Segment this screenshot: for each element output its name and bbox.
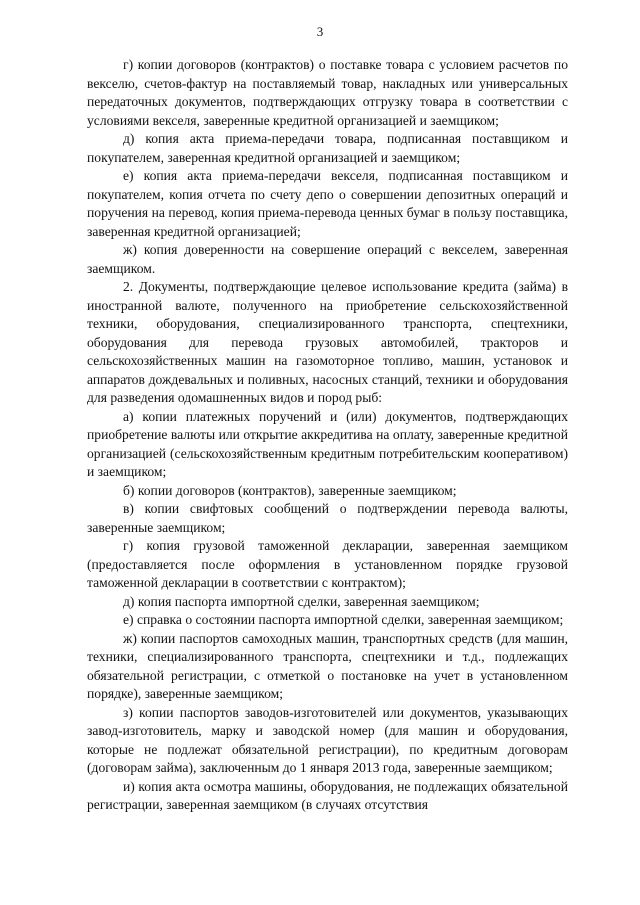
paragraph-zh-vehicle-passports: ж) копии паспортов самоходных машин, транспортных средств (для машин, техники, специализированного транспорта, спецтехники и т.д., подлежащих обязательной регистрации, с отметкой о постановке на учет в установленном порядке), заверенные заемщиком; [87, 630, 568, 701]
paragraph-b-contracts: б) копии договоров (контрактов), заверенные заемщиком; [123, 482, 457, 498]
page-number: 3 [316, 24, 324, 39]
paragraph-e-bill-act: е) копия акта приема-передачи векселя, подписанная поставщиком и покупателем, копия отчета по счету депо о совершении депозитных операций и поручения на перевод, копия приема-перевода ценных бумаг в пользу поставщика, заверенная кредитной организацией; [87, 168, 568, 239]
paragraph-g-customs: г) копия грузовой таможенной декларации, заверенная заемщиком (предоставляется после оформления в установленном порядке грузовой таможенной декларации в соответствии с контрактом); [87, 538, 568, 590]
paragraph-d-import-passport: д) копия паспорта импортной сделки, заверенная заемщиком; [123, 593, 480, 609]
paragraph-a-payment-orders: а) копии платежных поручений и (или) документов, подтверждающих приобретение валюты или открытие аккредитива на оплату, заверенные кредитной организацией (сельскохозяйственным кредитным потребительским кооперативом) и заемщиком; [87, 408, 568, 479]
paragraph-e-passport-status: е) справка о состоянии паспорта импортной сделки, заверенная заемщиком; [123, 612, 564, 627]
document-body [87, 56, 568, 815]
paragraph-section-2: 2. Документы, подтверждающие целевое использование кредита (займа) в иностранной валюте, полученного на приобретение сельскохозяйственной техники, оборудования, специализированного транспорта, спецтехники, оборудования для перевода грузовых автомобилей, тракторов и сельскохозяйственных машин на газомоторное топливо, машин, установок и аппаратов дождевальных и поливных, насосных станций, техники и оборудования для разведения одомашненных видов и пород рыб: [87, 279, 568, 405]
paragraph-zh-power-of-attorney: ж) копия доверенности на совершение операций с векселем, заверенная заемщиком. [87, 242, 568, 276]
paragraph-z-factory-passports: з) копии паспортов заводов-изготовителей или документов, указывающих завод-изготовитель, марку и заводской номер (для машин и оборудования, которые не подлежат обязательной регистрации), по кредитным договорам (договорам займа), заключенным до 1 января 2013 года, заверенные заемщиком; [87, 704, 568, 775]
paragraph-i-inspection-act: и) копия акта осмотра машины, оборудования, не подлежащих обязательной регистрации, заверенная заемщиком (в случаях отсутствия [87, 778, 568, 812]
paragraph-d-goods-act: д) копия акта приема-передачи товара, подписанная поставщиком и покупателем, заверенная кредитной организацией и заемщиком; [87, 131, 568, 165]
paragraph-g-contracts: г) копии договоров (контрактов) о поставке товара с условием расчетов по векселю, счетов-фактур на поставляемый товар, накладных или универсальных передаточных документов, подтверждающих отгрузку товара в соответствии с условиями векселя, заверенные кредитной организацией и заемщиком; [87, 57, 568, 128]
paragraph-v-swift: в) копии свифтовых сообщений о подтверждении перевода валюты, заверенные заемщиком; [87, 501, 568, 535]
